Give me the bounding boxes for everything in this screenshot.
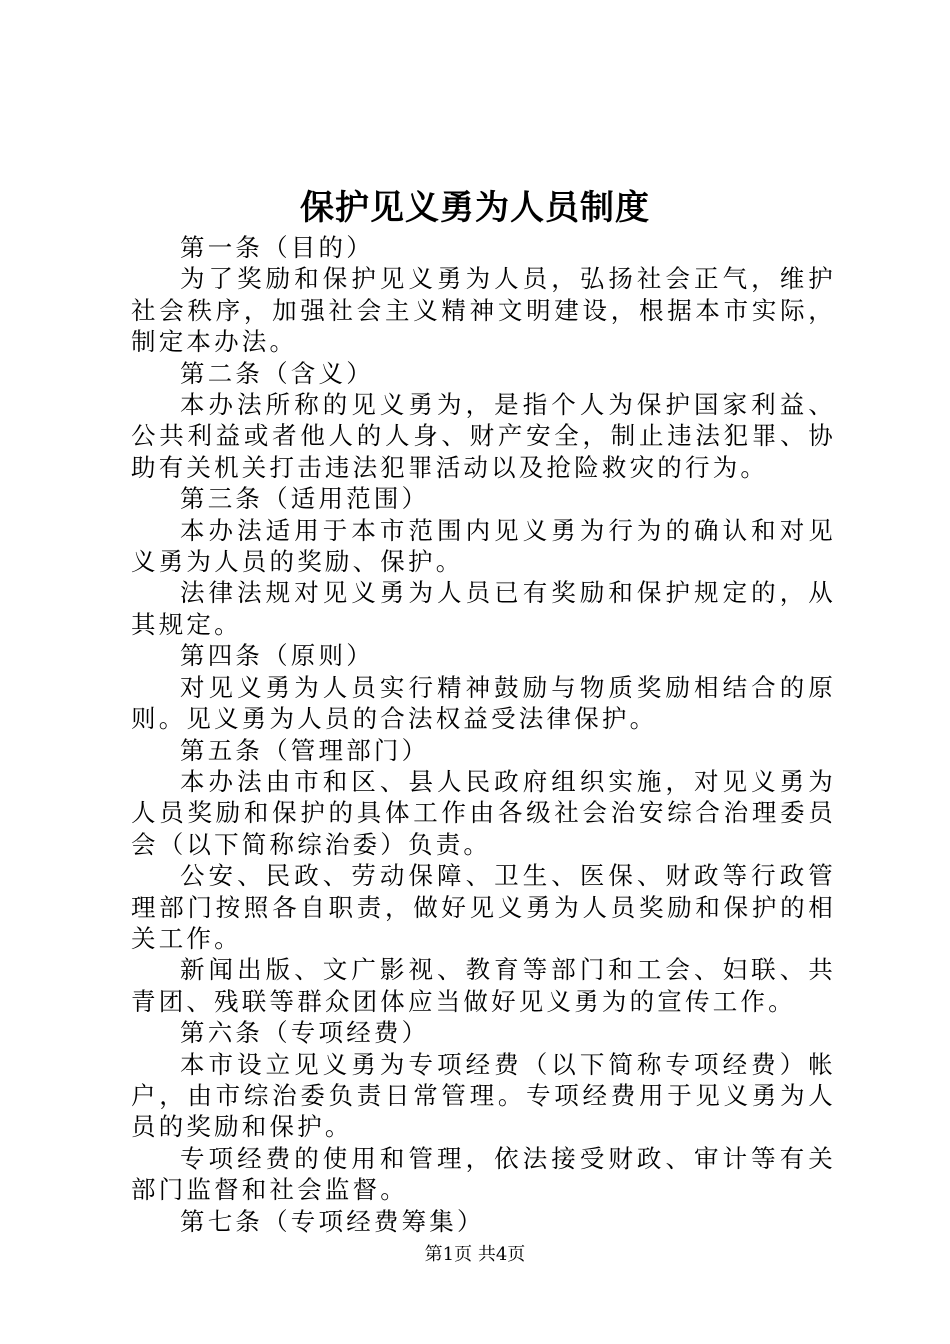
article-paragraph: 本办法所称的见义勇为，是指个人为保护国家利益、公共利益或者他人的人身、财产安全，制止违法犯罪、协助有关机关打击违法犯罪活动以及抢险救灾的行为。 — [131, 390, 836, 482]
article-paragraph: 法律法规对见义勇为人员已有奖励和保护规定的，从其规定。 — [131, 578, 836, 639]
article-paragraph: 本办法由市和区、县人民政府组织实施，对见义勇为人员奖励和保护的具体工作由各级社会治安综合治理委员会（以下简称综治委）负责。 — [131, 766, 836, 859]
article-paragraph: 新闻出版、文广影视、教育等部门和工会、妇联、共青团、残联等群众团体应当做好见义勇为的宣传工作。 — [131, 955, 836, 1016]
page-number-footer: 第1页 共4页 — [424, 1244, 526, 1265]
article-paragraph: 公安、民政、劳动保障、卫生、医保、财政等行政管理部门按照各自职责，做好见义勇为人员奖励和保护的相关工作。 — [131, 861, 836, 953]
article-heading-2: 第二条（含义） — [180, 358, 374, 388]
article-paragraph: 对见义勇为人员实行精神鼓励与物质奖励相结合的原则。见义勇为人员的合法权益受法律保护。 — [131, 672, 836, 734]
article-heading-6: 第六条（专项经费） — [180, 1018, 430, 1048]
article-heading-7: 第七条（专项经费筹集） — [180, 1206, 485, 1236]
article-paragraph: 专项经费的使用和管理，依法接受财政、审计等有关部门监督和社会监督。 — [131, 1143, 836, 1205]
document-title: 保护见义勇为人员制度 — [300, 188, 650, 228]
article-heading-1: 第一条（目的） — [180, 233, 374, 262]
article-heading-5: 第五条（管理部门） — [180, 735, 430, 765]
article-heading-3: 第三条（适用范围） — [180, 484, 430, 514]
article-paragraph: 本市设立见义勇为专项经费（以下简称专项经费）帐户，由市综治委负责日常管理。专项经费用于见义勇为人员的奖励和保护。 — [131, 1049, 836, 1142]
article-paragraph: 本办法适用于本市范围内见义勇为行为的确认和对见义勇为人员的奖励、保护。 — [131, 515, 836, 577]
document-body — [131, 232, 836, 1237]
article-heading-4: 第四条（原则） — [180, 641, 374, 671]
article-paragraph: 为了奖励和保护见义勇为人员，弘扬社会正气，维护社会秩序，加强社会主义精神文明建设，根据本市实际，制定本办法。 — [131, 264, 836, 357]
